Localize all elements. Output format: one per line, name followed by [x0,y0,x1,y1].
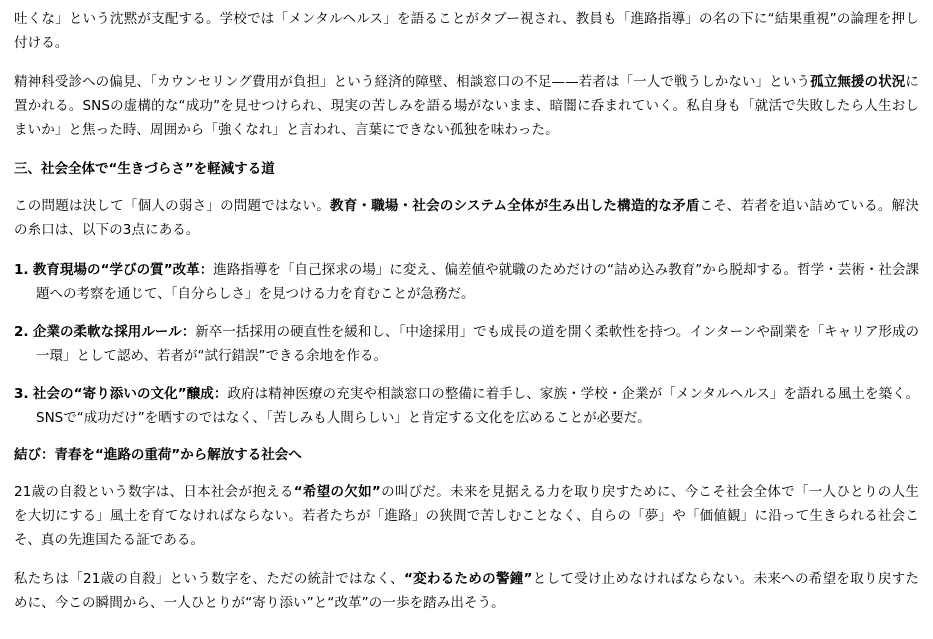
conclusion-2-text-a: 私たちは「21歳の自殺」という数字を、ただの統計ではなく、 [14,571,404,588]
point-1-lead: 教育現場の“学びの質”改革： [32,262,214,279]
intro-paragraph [14,195,919,242]
list-item [14,320,919,368]
intro-text-a: この問題は決して「個人の弱さ」の問題ではない。 [14,198,330,215]
conclusion-1-text-b: の叫びだ。未来を見据える力を取り戻すために、今こそ社会全体で「一人ひとりの人生を大切にする」風土を育てなければならない。若者たちが「進路」の狭間で苦しむことなく、自らの「夢」や「価値観」に沿って生きられる社会こそ、真の先進国たる証である。 [14,484,919,548]
point-2-body: 新卒一括採用の硬直性を緩和し、「中途採用」でも成長の道を開く柔軟性を持つ。インターンや副業を「キャリア形成の一環」として認め、若者が“試行錯誤”できる余地を作る。 [36,324,919,365]
point-1-number: 1. [14,262,29,279]
point-3-lead: 社会の“寄り添いの文化”醸成： [32,386,228,403]
intro-text-b: こそ、若者を追い詰めている。解決の糸口は、以下の3点にある。 [14,198,919,238]
conclusion-2-text-b: として受け止めなければならない。未来への希望を取り戻すために、今この瞬間から、一人ひとりが“寄り添い”と“改革”の一歩を踏み出そう。 [14,571,919,611]
list-item [14,382,919,430]
conclusion-1-emphasis: “希望の欠如” [293,484,381,501]
paragraph-2 [14,71,919,142]
point-1-body: 進路指導を「自己探求の場」に変え、偏差値や就職のためだけの“詰め込み教育”から脱却する。哲学・芸術・社会課題への考察を通じて、「自分らしさ」を見つける力を育むことが急務だ。 [36,262,920,303]
point-2-number: 2. [14,324,29,341]
paragraph-1-text: 吐くな」という沈黙が支配する。学校では「メンタルヘルス」を語ることがタブー視され、教員も「進路指導」の名の下に“結果重視”の論理を押し付ける。 [14,11,919,51]
point-2-lead: 企業の柔軟な採用ルール： [32,324,196,341]
conclusion-heading: 結び：青春を“進路の重荷”から解放する社会へ [14,447,302,464]
intro-emphasis: 教育・職場・社会のシステム全体が生み出した構造的な矛盾 [329,198,700,215]
section-heading: 三、社会全体で“生きづらさ”を軽減する道 [14,161,275,178]
conclusion-1-text-a: 21歳の自殺という数字は、日本社会が抱える [14,484,294,501]
conclusion-paragraph-2 [14,568,919,615]
point-3-body: 政府は精神医療の充実や相談窓口の整備に着手し、家族・学校・企業が「メンタルヘルス」を語れる風土を築く。SNSで“成功だけ”を晒すのではなく、「苦しみも人間らしい」と肯定する文化を広めることが必要だ。 [36,386,919,427]
list-item [14,258,919,306]
point-3-number: 3. [14,386,29,403]
conclusion-paragraph-1 [14,481,919,552]
points-list [14,258,919,430]
conclusion-2-emphasis: “変わるための警鐘” [403,571,533,588]
paragraph-2-text-a: 精神科受診への偏見、「カウンセリング費用が負担」という経済的障壁、相談窓口の不足——若者は「一人で戦うしかない」という [14,74,811,91]
paragraph-2-emphasis: 孤立無援の状況 [810,74,906,91]
paragraph-2-text-b: に置かれる。SNSの虚構的な“成功”を見せつけられ、現実の苦しみを語る場がないまま、暗闇に呑まれていく。私自身も「就活で失敗したら人生おしまいか」と焦った時、周囲から「強くなれ」と言われ、言葉にできない孤独を味わった。 [14,74,919,138]
paragraph-1 [14,8,919,55]
